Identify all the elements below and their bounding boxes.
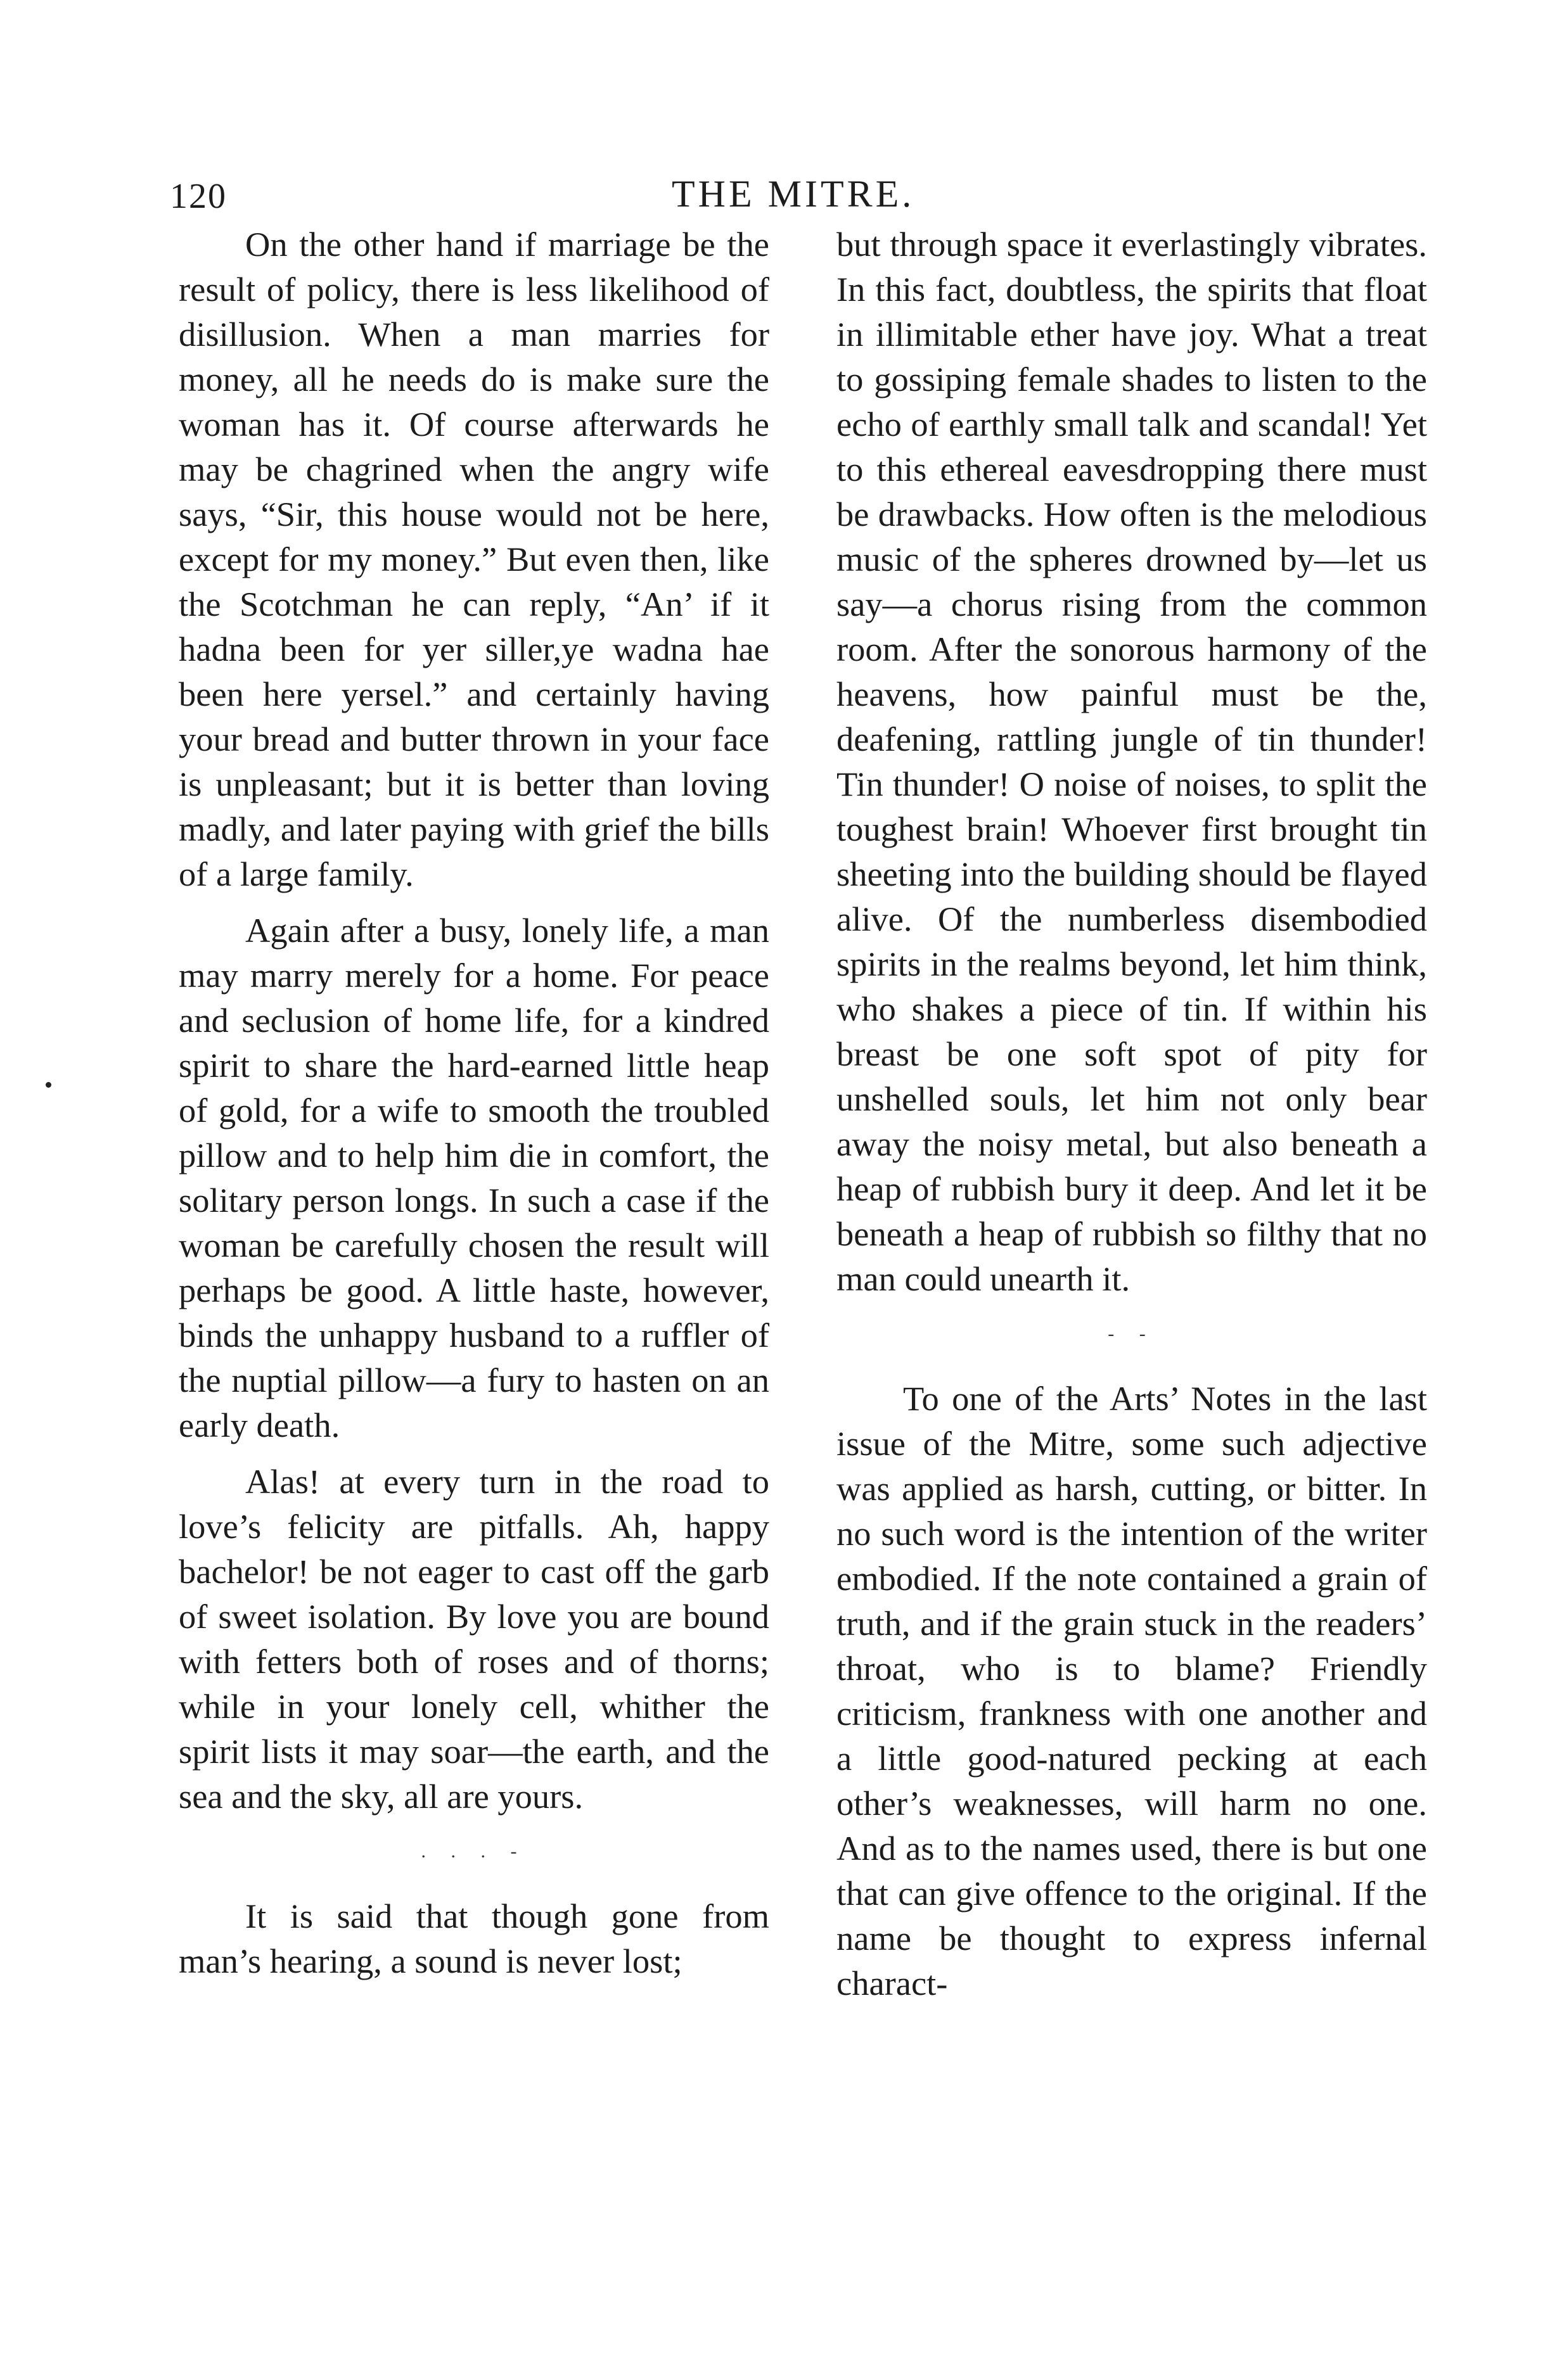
separator-dots: - - — [1108, 1323, 1156, 1344]
right-column — [836, 222, 1427, 2006]
paragraph-bachelor: Alas! at every turn in the road to love’s felicity are pitfalls. Ah, happy bachelor! be not eager to cast off the garb of sweet isolation. By love you are bound with fetters both of roses and of thorns; while in your lonely cell, whither the spirit lists it may soar—the earth, and the sea and the sky, all are yours. — [179, 1462, 769, 1816]
paragraph-sound-continued: but through space it everlastingly vibrates. In this fact, doubtless, the spirits that float in illimitable ether have joy. What a treat to gossiping female shades to listen to the echo of earthly small talk and scandal! Yet to this ethereal eavesdropping there must be drawbacks. How often is the melodious music of the spheres drowned by—let us say—a chorus rising from the common room. After the sonorous harmony of the heavens, how painful must be the, deafening, rattling jungle of tin thunder! Tin thunder! O noise of noises, to split the toughest brain! Whoever first brought tin sheeting into the building should be flayed alive. Of the numberless disembodied spirits in the realms beyond, let him think, who shakes a piece of tin. If within his breast be one soft spot of pity for unshelled souls, let him not only bear away the noisy metal, but also beneath a heap of rubbish bury it deep. And let it be beneath a heap of rubbish so filthy that no man could unearth it. — [836, 225, 1427, 1298]
margin-speck — [46, 1082, 51, 1088]
paragraph-marriage-policy: On the other hand if marriage be the result of policy, there is less likelihood of disillusion. When a man marries for money, all he needs do is make sure the woman has it. Of course afterwards he may be chagrined when the angry wife says, “Sir, this house would not be here, except for my money.” But even then, like the Scotchman he can reply, “An’ if it hadna been for yer siller,ye wadna hae been here yersel.” and certainly having your bread and butter thrown in your face is unpleasant; but it is better than loving madly, and later paying with grief the bills of a large family. — [179, 225, 769, 893]
page-number: 120 — [170, 177, 227, 216]
left-column — [179, 222, 769, 1983]
section-separator — [179, 1819, 769, 1893]
section-separator — [836, 1301, 1427, 1376]
paragraph-arts-notes: To one of the Arts’ Notes in the last issue of the Mitre, some such adjective was applied as harsh, cutting, or bitter. In no such word is the intention of the writer embodied. If the note contained a grain of truth, and if the grain stuck in the readers’ throat, who is to blame? Friendly criticism, frankness with one another and a little good-natured pecking at each other’s weaknesses, will harm no one. And as to the names used, there is but one that can give offence to the original. If the name be thought to express infernal charact- — [836, 1379, 1427, 2002]
paragraph-sound-intro: It is said that though gone from man’s hearing, a sound is never lost; — [179, 1897, 769, 1980]
paragraph-marriage-home: Again after a busy, lonely life, a man may marry merely for a home. For peace and seclusion of home life, for a kindred spirit to share the hard-earned little heap of gold, for a wife to smooth the troubled pillow and to help him die in comfort, the solitary person longs. In such a case if the woman be carefully chosen the result will perhaps be good. A little haste, however, binds the unhappy husband to a ruffler of the nuptial pillow—a fury to hasten on an early death. — [179, 911, 769, 1444]
running-head-title: THE MITRE. — [672, 173, 915, 215]
separator-dots: . . . - — [421, 1841, 527, 1862]
